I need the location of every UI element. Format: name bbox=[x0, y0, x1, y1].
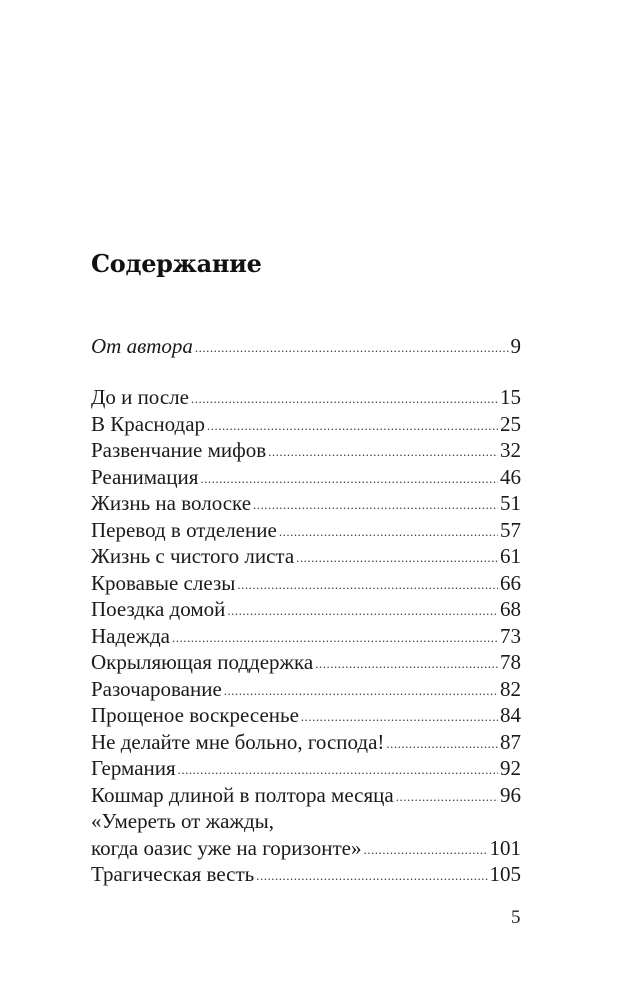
dot-leader bbox=[268, 439, 498, 466]
toc-entry-title: Жизнь на волоске bbox=[91, 491, 252, 515]
toc-entry-page: 73 bbox=[500, 623, 521, 648]
toc-entry-page: 15 bbox=[500, 385, 521, 409]
page-number: 5 bbox=[511, 907, 521, 928]
toc-entry[interactable] bbox=[91, 782, 521, 809]
toc-entry[interactable] bbox=[91, 649, 521, 676]
toc-entry-title: Прощеное воскресенье bbox=[91, 703, 299, 727]
dot-leader bbox=[191, 386, 498, 413]
toc-entry-page: 78 bbox=[500, 650, 521, 674]
dot-leader bbox=[227, 598, 498, 625]
toc-entry-title: когда оазис уже на горизонте» bbox=[91, 835, 362, 860]
toc-entry-page: 105 bbox=[489, 862, 521, 886]
toc-entry-intro[interactable] bbox=[91, 333, 521, 360]
toc-entry-page: 96 bbox=[500, 782, 521, 807]
toc-entry-title: Поездка домой bbox=[91, 597, 226, 621]
toc-entry-page: 66 bbox=[500, 570, 521, 595]
toc-entry-title: Развенчание мифов bbox=[91, 438, 267, 462]
dot-leader bbox=[363, 837, 487, 864]
toc-entry[interactable] bbox=[91, 384, 521, 411]
dot-leader bbox=[279, 519, 498, 546]
toc-intro-list bbox=[91, 333, 521, 360]
dot-leader bbox=[256, 863, 487, 890]
toc-entry[interactable] bbox=[91, 464, 521, 491]
toc-entry-page: 61 bbox=[500, 544, 521, 568]
toc-entry-title: До и после bbox=[91, 385, 189, 409]
toc-entry-page: 84 bbox=[500, 703, 521, 727]
toc-entry[interactable] bbox=[91, 623, 521, 650]
toc-entry-title: Не делайте мне больно, господа! bbox=[91, 729, 385, 754]
dot-leader bbox=[224, 678, 498, 705]
toc-entry-title: «Умереть от жажды, bbox=[91, 809, 274, 833]
toc-entry-page: 46 bbox=[500, 464, 521, 489]
contents-heading: Содержание bbox=[91, 249, 262, 278]
toc-entry-page: 9 bbox=[510, 334, 521, 358]
toc-entry-title: Кошмар длиной в полтора месяца bbox=[91, 782, 394, 807]
toc-entry-title: В Краснодар bbox=[91, 411, 206, 436]
toc-entry[interactable] bbox=[91, 411, 521, 438]
toc-entry-page: 51 bbox=[500, 491, 521, 515]
toc-entry-title: Окрыляющая поддержка bbox=[91, 650, 314, 674]
dot-leader bbox=[178, 757, 498, 784]
dot-leader bbox=[386, 731, 498, 758]
toc-entry-page: 101 bbox=[489, 835, 521, 860]
toc-entry-title: Перевод в отделение bbox=[91, 517, 277, 542]
toc-entry[interactable] bbox=[91, 596, 521, 623]
toc-entry[interactable] bbox=[91, 808, 521, 835]
toc-entry-title: Германия bbox=[91, 756, 176, 780]
toc-entry[interactable] bbox=[91, 543, 521, 570]
dot-leader bbox=[396, 784, 498, 811]
toc-entry[interactable] bbox=[91, 835, 521, 862]
toc-entry-page: 32 bbox=[500, 438, 521, 462]
toc-entry-title: Трагическая весть bbox=[91, 862, 255, 886]
toc-entry-page: 57 bbox=[500, 517, 521, 542]
dot-leader bbox=[315, 651, 498, 678]
dot-leader bbox=[253, 492, 498, 519]
toc-entry-page: 68 bbox=[500, 597, 521, 621]
dot-leader bbox=[237, 572, 498, 599]
toc-entry-title: От автора bbox=[91, 334, 193, 358]
dot-leader bbox=[172, 625, 498, 652]
toc-entry[interactable] bbox=[91, 570, 521, 597]
toc-list bbox=[91, 384, 521, 888]
dot-leader bbox=[200, 466, 498, 493]
toc-entry[interactable] bbox=[91, 729, 521, 756]
dot-leader bbox=[195, 335, 509, 362]
dot-leader bbox=[207, 413, 498, 440]
dot-leader bbox=[296, 545, 498, 572]
toc-entry-title: Жизнь с чистого листа bbox=[91, 544, 295, 568]
toc-entry-title: Реанимация bbox=[91, 464, 199, 489]
toc-entry[interactable] bbox=[91, 861, 521, 888]
toc-entry-page: 82 bbox=[500, 676, 521, 701]
toc-entry-page: 25 bbox=[500, 411, 521, 436]
toc-entry[interactable] bbox=[91, 490, 521, 517]
toc-entry[interactable] bbox=[91, 517, 521, 544]
toc-entry[interactable] bbox=[91, 702, 521, 729]
toc-entry-page: 92 bbox=[500, 756, 521, 780]
toc-entry-title: Разочарование bbox=[91, 676, 222, 701]
toc-entry[interactable] bbox=[91, 676, 521, 703]
toc-entry[interactable] bbox=[91, 437, 521, 464]
toc-entry-title: Надежда bbox=[91, 623, 171, 648]
toc-entry[interactable] bbox=[91, 755, 521, 782]
dot-leader bbox=[301, 704, 498, 731]
toc-entry-title: Кровавые слезы bbox=[91, 570, 236, 595]
toc-entry-page: 87 bbox=[500, 729, 521, 754]
